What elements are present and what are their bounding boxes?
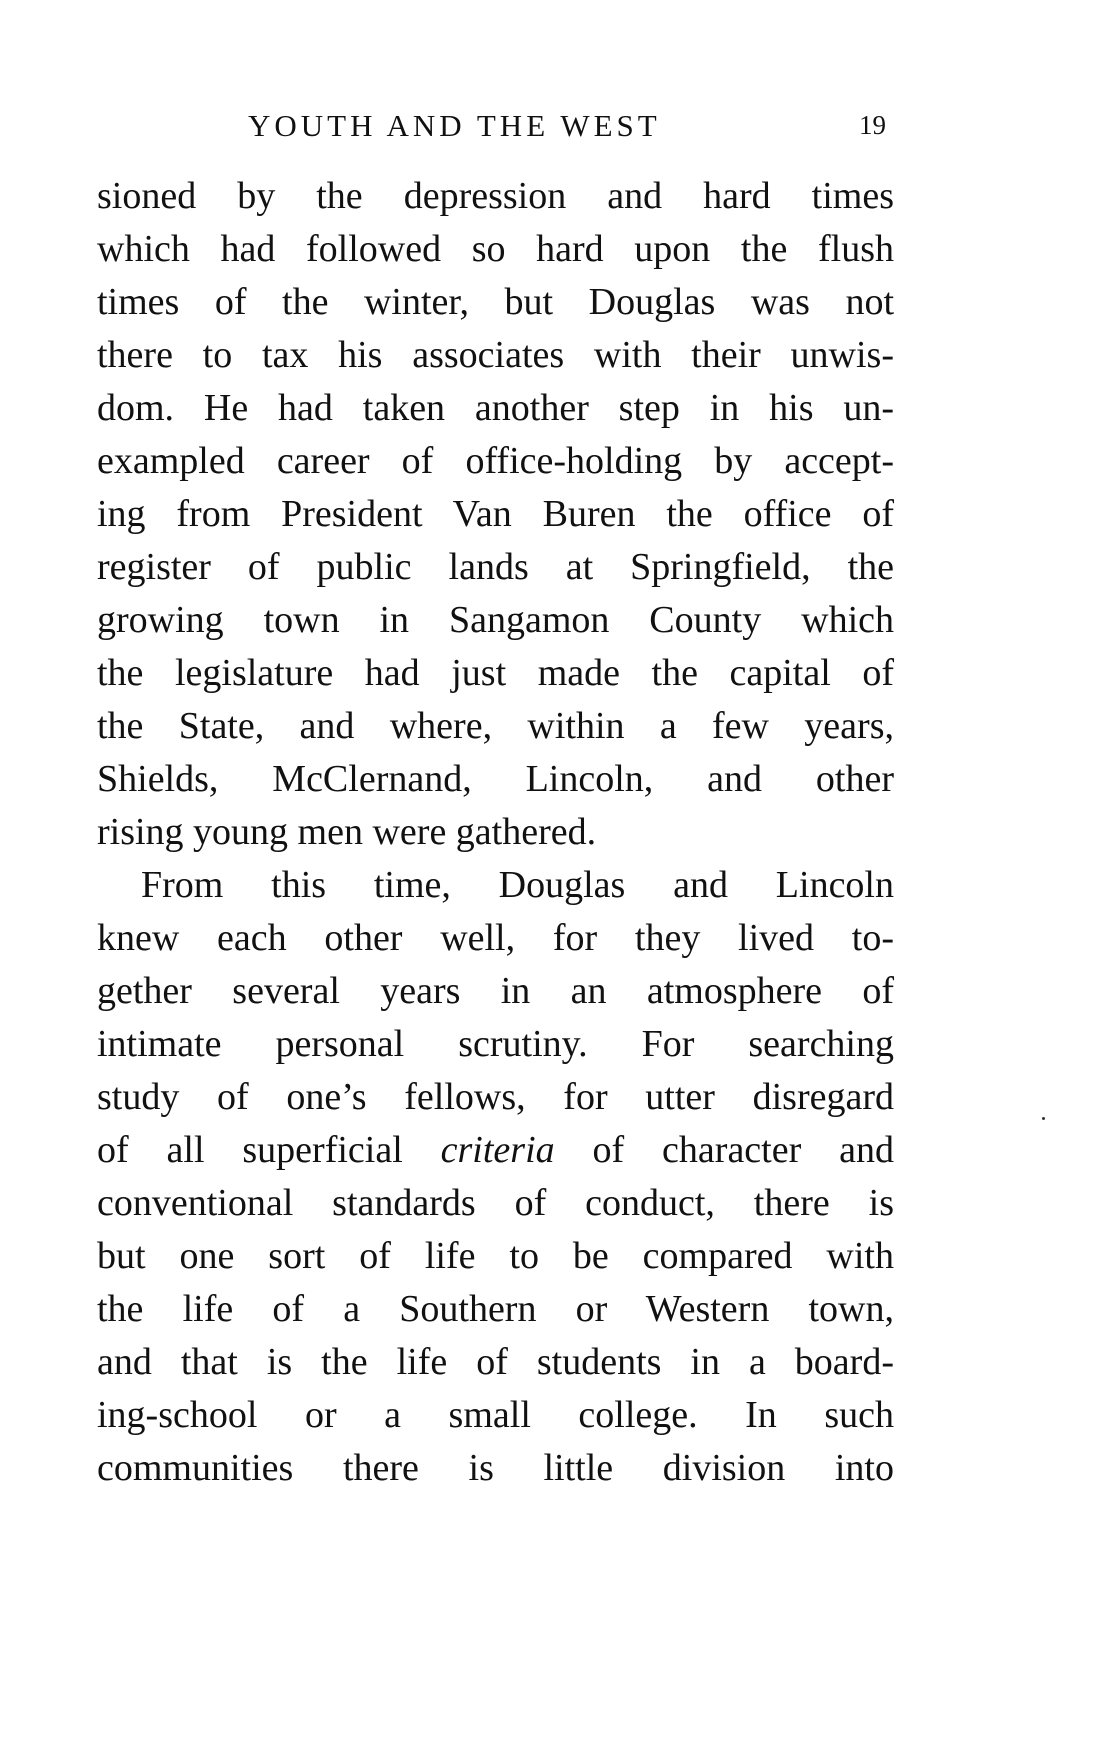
- text-line: ing from President Van Buren the office of: [97, 493, 894, 535]
- text-line: exampled career of office-holding by accept-: [97, 440, 894, 482]
- text-line: times of the winter, but Douglas was not: [97, 281, 894, 323]
- text-line-with-italic: [97, 1124, 894, 1177]
- text-line: Shields, McClernand, Lincoln, and other: [97, 758, 894, 800]
- text-line: growing town in Sangamon County which: [97, 599, 894, 641]
- text-line: rising young men were gathered.: [97, 811, 597, 853]
- text-line: but one sort of life to be compared with: [97, 1235, 894, 1277]
- text-line: knew each other well, for they lived to-: [97, 917, 894, 959]
- text-line: gether several years in an atmosphere of: [97, 970, 894, 1012]
- text-line: and that is the life of students in a board-: [97, 1341, 894, 1383]
- print-speck: [1042, 1117, 1045, 1120]
- text-line: conventional standards of conduct, there is: [97, 1182, 894, 1224]
- running-head-title: YOUTH AND THE WEST: [248, 108, 661, 143]
- text-line: From this time, Douglas and Lincoln: [141, 864, 894, 906]
- text-line: study of one’s fellows, for utter disregard: [97, 1076, 894, 1118]
- text-fragment: of all superficial: [97, 1129, 441, 1171]
- text-line: sioned by the depression and hard times: [97, 175, 894, 217]
- text-line: which had followed so hard upon the flush: [97, 228, 894, 270]
- text-line: ing-school or a small college. In such: [97, 1394, 894, 1436]
- text-line: dom. He had taken another step in his un-: [97, 387, 894, 429]
- text-line: there to tax his associates with their unwis-: [97, 334, 894, 376]
- page-number: 19: [859, 110, 886, 140]
- running-head: [248, 108, 888, 148]
- text-line: communities there is little division into: [97, 1447, 894, 1489]
- text-line: the State, and where, within a few years,: [97, 705, 894, 747]
- text-fragment: of character and: [554, 1129, 894, 1171]
- text-line: register of public lands at Springfield, the: [97, 546, 894, 588]
- text-line: the life of a Southern or Western town,: [97, 1288, 894, 1330]
- text-line: intimate personal scrutiny. For searching: [97, 1023, 894, 1065]
- text-line: the legislature had just made the capital of: [97, 652, 894, 694]
- body-text: [97, 170, 894, 1495]
- italic-word: criteria: [440, 1129, 555, 1171]
